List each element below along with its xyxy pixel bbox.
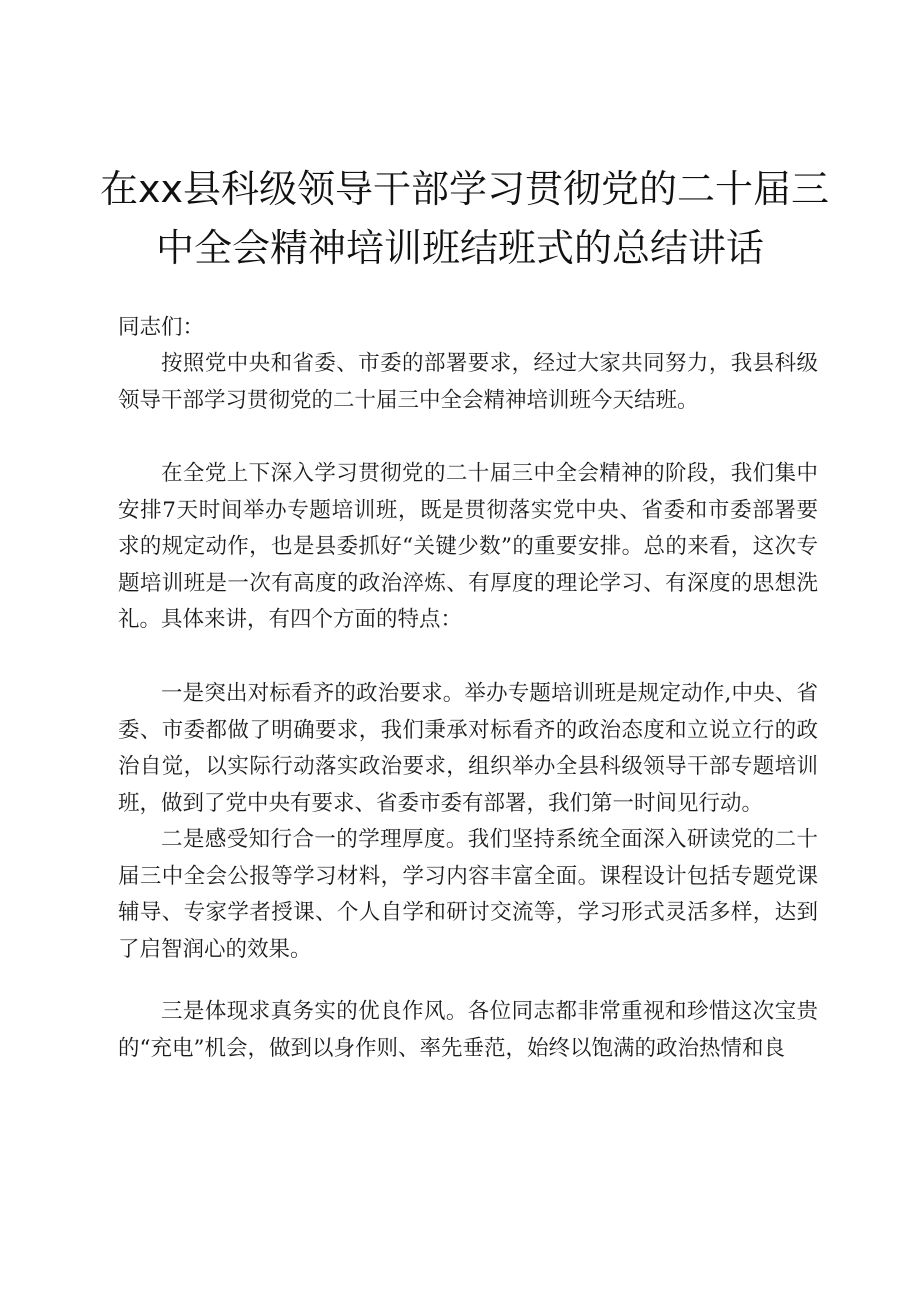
paragraph-5: 三是体现求真务实的优良作风。各位同志都非常重视和珍惜这次宝贵的“充电”机会，做到以身作则、率先垂范，始终以饱满的政治热情和良 <box>118 999 818 1061</box>
title-line-1: 在xx县科级领导干部学习贯彻党的二十届三 <box>100 167 829 211</box>
paragraph-4: 二是感受知行合一的学理厚度。我们坚持系统全面深入研读党的二十届三中全会公报等学习材料，学习内容丰富全面。课程设计包括专题党课辅导、专家学者授课、个人自学和研讨交流等，学习形式灵活多样，达到了启智润心的效果。 <box>118 827 818 962</box>
paragraph-2: 在全党上下深入学习贯彻党的二十届三中全会精神的阶段，我们集中安排7天时间举办专题培训班，既是贯彻落实党中央、省委和市委部署要求的规定动作，也是县委抓好“关键少数”的重要安排。总的来看，这次专题培训班是一次有高度的政治淬炼、有厚度的理论学习、有深度的思想洗礼。具体来讲，有四个方面的特点： <box>118 461 818 632</box>
title-line-2: 中全会精神培训班结班式的总结讲话 <box>155 226 764 270</box>
paragraph-3: 一是突出对标看齐的政治要求。举办专题培训班是规定动作,中央、省委、市委都做了明确要求，我们秉承对标看齐的政治态度和立说立行的政治自觉，以实际行动落实政治要求，组织举办全县科级领导干部专题培训班，做到了党中央有要求、省委市委有部署，我们第一时间见行动。 <box>118 681 818 816</box>
salutation: 同志们： <box>118 315 205 340</box>
document-title <box>100 160 829 278</box>
paragraph-1: 按照党中央和省委、市委的部署要求，经过大家共同努力，我县科级领导干部学习贯彻党的二十届三中全会精神培训班今天结班。 <box>118 351 818 413</box>
